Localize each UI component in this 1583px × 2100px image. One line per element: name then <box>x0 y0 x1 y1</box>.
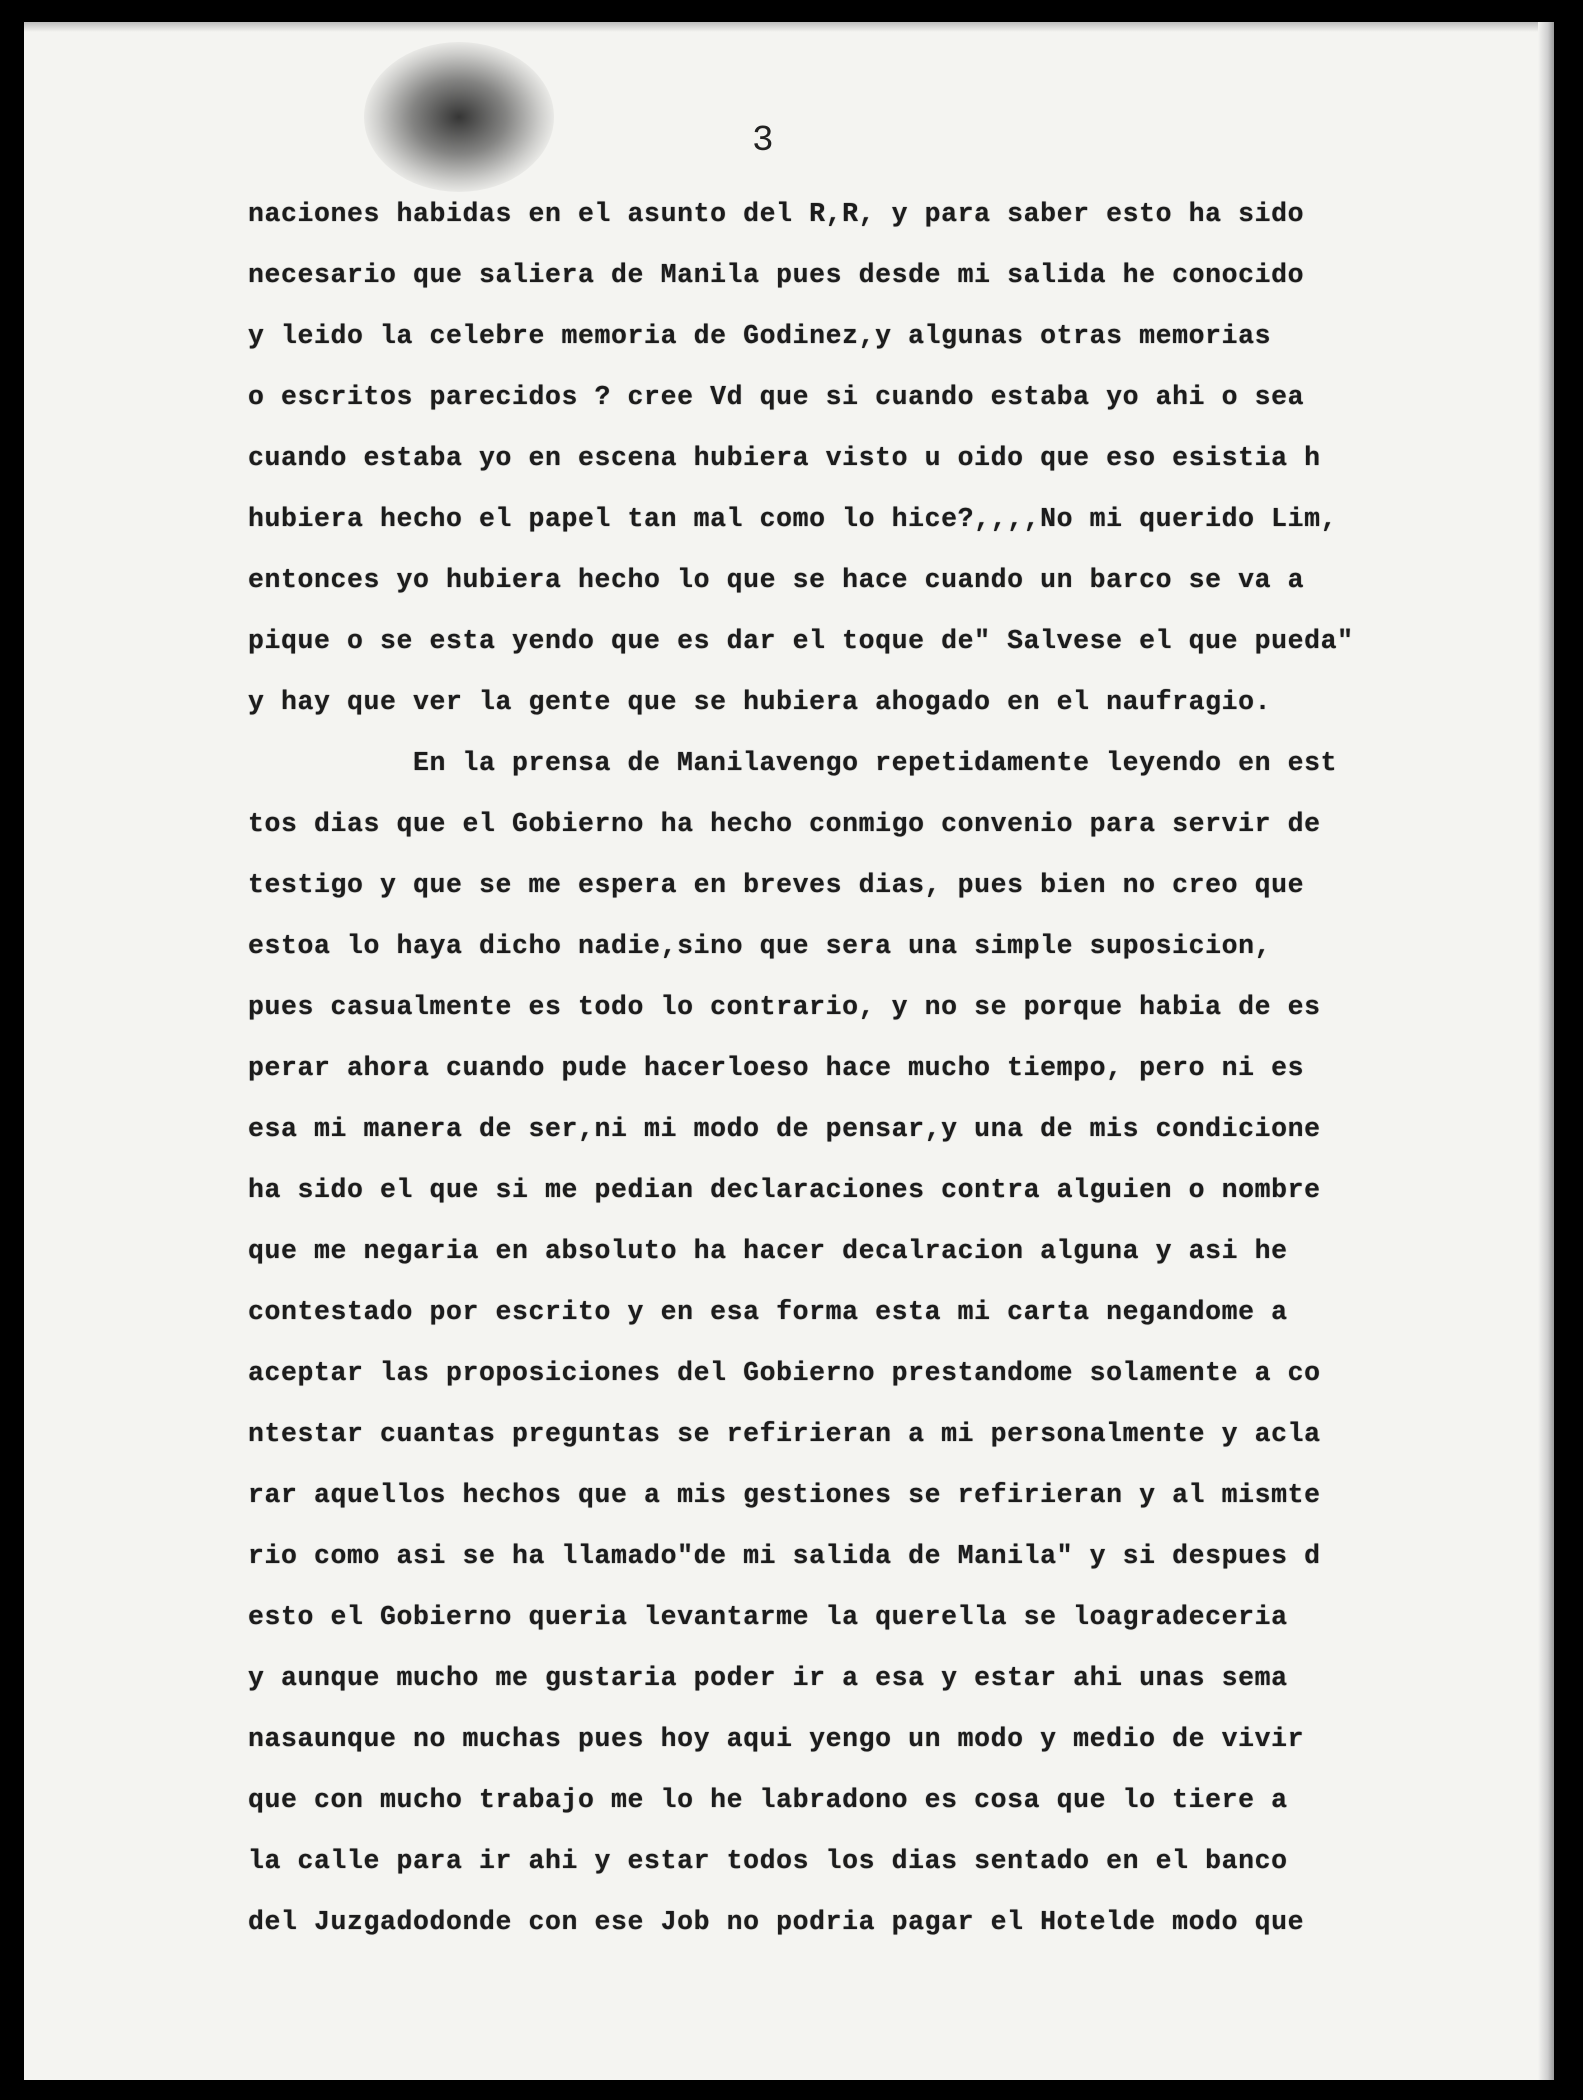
text-line: la calle para ir ahi y estar todos los dias sentado en el banco <box>248 1846 1288 1876</box>
text-line: cuando estaba yo en escena hubiera visto u oido que eso esistia h <box>248 443 1321 473</box>
text-line: ha sido el que si me pedian declaraciones contra alguien o nombre <box>248 1175 1321 1205</box>
text-line: perar ahora cuando pude hacerloeso hace mucho tiempo, pero ni es <box>248 1053 1305 1083</box>
page-number: 3 <box>752 120 774 161</box>
text-line: y hay que ver la gente que se hubiera ahogado en el naufragio. <box>248 687 1272 717</box>
text-line: nasaunque no muchas pues hoy aqui yengo un modo y medio de vivir <box>248 1724 1305 1754</box>
text-line: tos dias que el Gobierno ha hecho conmigo convenio para servir de <box>248 809 1321 839</box>
text-line: En la prensa de Manilavengo repetidamente leyendo en est <box>413 748 1338 778</box>
text-line: esa mi manera de ser,ni mi modo de pensar,y una de mis condicione <box>248 1114 1321 1144</box>
text-line: rio como asi se ha llamado"de mi salida de Manila" y si despues d <box>248 1541 1321 1571</box>
document-page <box>24 22 1554 2080</box>
text-line: que con mucho trabajo me lo he labradono es cosa que lo tiere a <box>248 1785 1288 1815</box>
text-line: pues casualmente es todo lo contrario, y no se porque habia de es <box>248 992 1321 1022</box>
text-line: entonces yo hubiera hecho lo que se hace cuando un barco se va a <box>248 565 1305 595</box>
text-line: esto el Gobierno queria levantarme la querella se loagradeceria <box>248 1602 1288 1632</box>
page-right-edge <box>1538 22 1554 2080</box>
text-line: necesario que saliera de Manila pues desde mi salida he conocido <box>248 260 1305 290</box>
text-line: pique o se esta yendo que es dar el toque de" Salvese el que pueda" <box>248 626 1354 656</box>
ink-smudge <box>364 42 554 192</box>
text-line: testigo y que se me espera en breves dias, pues bien no creo que <box>248 870 1305 900</box>
text-line: rar aquellos hechos que a mis gestiones se refirieran y al mismte <box>248 1480 1321 1510</box>
text-line: o escritos parecidos ? cree Vd que si cuando estaba yo ahi o sea <box>248 382 1305 412</box>
text-line: hubiera hecho el papel tan mal como lo hice?,,,,No mi querido Lim, <box>248 504 1338 534</box>
text-line: contestado por escrito y en esa forma esta mi carta negandome a <box>248 1297 1288 1327</box>
text-line: aceptar las proposiciones del Gobierno prestandome solamente a co <box>248 1358 1321 1388</box>
text-line: ntestar cuantas preguntas se refirieran a mi personalmente y acla <box>248 1419 1321 1449</box>
text-line: y leido la celebre memoria de Godinez,y algunas otras memorias <box>248 321 1272 351</box>
page-top-edge <box>24 22 1554 32</box>
letter-body <box>248 184 1488 1953</box>
text-line: y aunque mucho me gustaria poder ir a esa y estar ahi unas sema <box>248 1663 1288 1693</box>
text-line: naciones habidas en el asunto del R,R, y para saber esto ha sido <box>248 199 1305 229</box>
text-line: que me negaria en absoluto ha hacer decalracion alguna y asi he <box>248 1236 1288 1266</box>
text-line: estoa lo haya dicho nadie,sino que sera una simple suposicion, <box>248 931 1272 961</box>
text-line: del Juzgadodonde con ese Job no podria pagar el Hotelde modo que <box>248 1907 1305 1937</box>
